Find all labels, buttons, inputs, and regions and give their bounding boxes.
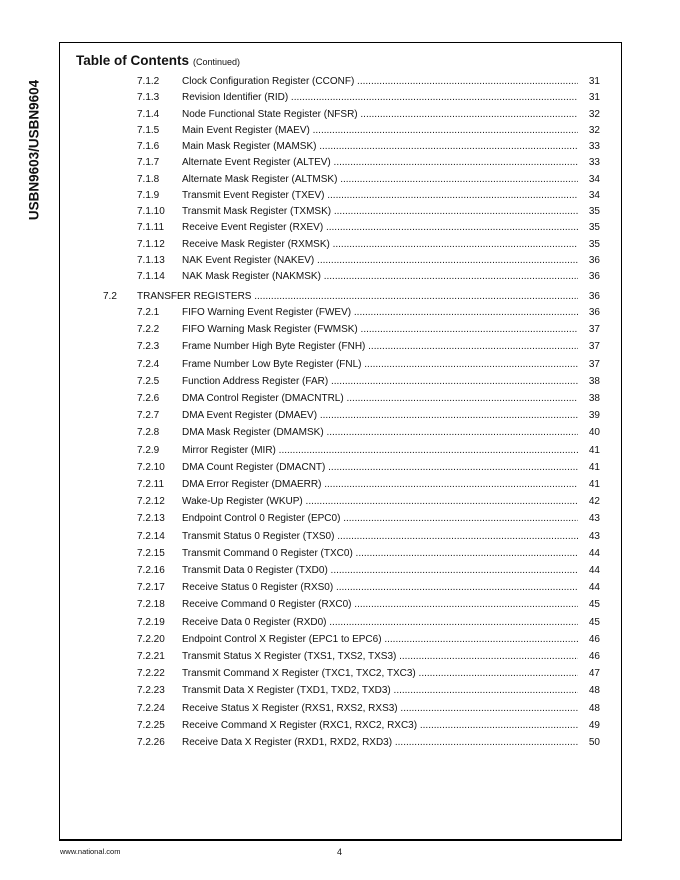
entry-page: 36: [578, 290, 600, 304]
toc-entry[interactable]: [60, 323, 610, 337]
entry-title: Transmit Mask Register (TXMSK) .....: [182, 205, 588, 219]
entry-title: DMA Control Register (DMACNTRL) .....: [182, 392, 588, 406]
entry-title: Node Functional State Register (NFSR) .....: [182, 108, 588, 122]
entry-title: Revision Identifier (RID) .....: [182, 91, 588, 105]
entry-number: 7.2.3: [137, 341, 160, 353]
toc-entry[interactable]: [60, 478, 610, 492]
entry-page: 48: [578, 684, 600, 698]
entry-number: 7.2.20: [137, 633, 165, 645]
entry-page: 48: [578, 702, 600, 716]
entry-title: Receive Mask Register (RXMSK) .....: [182, 238, 588, 252]
toc-entry[interactable]: [60, 124, 610, 138]
toc-entry[interactable]: [60, 173, 610, 187]
toc-entry[interactable]: [60, 358, 610, 372]
entry-number: 7.1.3: [137, 92, 160, 104]
entry-title: FIFO Warning Event Register (FWEV) .....: [182, 306, 588, 320]
entry-title: DMA Event Register (DMAEV) .....: [182, 409, 588, 423]
entry-title: NAK Mask Register (NAKMSK) .....: [182, 270, 588, 284]
page-number: 4: [337, 847, 343, 857]
entry-number: 7.2.4: [137, 358, 160, 370]
entry-number: 7.2.8: [137, 427, 160, 439]
entry-page: 37: [578, 358, 600, 372]
toc-entry[interactable]: [60, 736, 610, 750]
entry-page: 49: [578, 719, 600, 733]
entry-number: 7.2.25: [137, 719, 165, 731]
entry-page: 36: [578, 270, 600, 284]
toc-entry[interactable]: [60, 392, 610, 406]
entry-number: 7.1.4: [137, 108, 160, 120]
entry-page: 38: [578, 392, 600, 406]
entry-title: Receive Status X Register (RXS1, RXS2, RXS3) .....: [182, 702, 588, 716]
entry-page: 50: [578, 736, 600, 750]
entry-number: 7.2.1: [137, 307, 160, 318]
toc-entry[interactable]: [60, 189, 610, 203]
entry-page: 37: [578, 340, 600, 354]
entry-page: 41: [578, 444, 600, 458]
entry-number: 7.2.21: [137, 651, 165, 662]
toc-entry[interactable]: [60, 140, 610, 154]
entry-page: 33: [578, 156, 600, 170]
entry-page: 41: [578, 461, 600, 475]
entry-title: Transmit Status 0 Register (TXS0) .....: [182, 530, 588, 544]
entry-number: 7.2: [103, 291, 117, 302]
entry-title: Transmit Event Register (TXEV) .....: [182, 189, 588, 203]
toc-entry[interactable]: [60, 205, 610, 219]
entry-page: 43: [578, 512, 600, 526]
entry-number: 7.2.2: [137, 324, 160, 336]
entry-title: Endpoint Control 0 Register (EPC0) .....: [182, 512, 588, 526]
entry-title: Receive Command 0 Register (RXC0) .....: [182, 598, 588, 612]
entry-page: 47: [578, 667, 600, 681]
entry-page: 35: [578, 221, 600, 235]
entry-page: 32: [578, 108, 600, 122]
entry-number: 7.1.14: [137, 271, 165, 282]
entry-title: Wake-Up Register (WKUP) .....: [182, 495, 588, 509]
entry-page: 46: [578, 633, 600, 647]
entry-title: Transmit Command X Register (TXC1, TXC2, TXC3) .....: [182, 667, 588, 681]
toc-entry[interactable]: [60, 684, 610, 698]
entry-title: Clock Configuration Register (CCONF) .....: [182, 75, 588, 89]
toc-entry[interactable]: [60, 530, 610, 544]
entry-title: Alternate Mask Register (ALTMSK) .....: [182, 173, 588, 187]
entry-page: 33: [578, 140, 600, 154]
entry-title: Endpoint Control X Register (EPC1 to EPC6) .....: [182, 633, 588, 647]
entry-title: Function Address Register (FAR) .....: [182, 375, 588, 389]
entry-page: 45: [578, 598, 600, 612]
entry-page: 31: [578, 91, 600, 105]
entry-number: 7.2.9: [137, 444, 160, 456]
entry-page: 44: [578, 547, 600, 561]
toc-entry[interactable]: [60, 409, 610, 423]
toc-entry[interactable]: [60, 547, 610, 561]
entry-page: 32: [578, 124, 600, 138]
entry-title: Main Mask Register (MAMSK) .....: [182, 140, 588, 154]
entry-number: 7.1.6: [137, 141, 160, 152]
toc-entry[interactable]: [60, 426, 610, 440]
entry-page: 46: [578, 650, 600, 664]
entry-page: 39: [578, 409, 600, 423]
heading-text: Table of Contents: [76, 53, 189, 68]
toc-entry[interactable]: [60, 581, 610, 595]
side-title: [24, 40, 44, 260]
entry-number: 7.2.17: [137, 582, 165, 594]
entry-number: 7.1.11: [137, 222, 165, 234]
toc-entry[interactable]: [60, 270, 610, 284]
entry-number: 7.2.12: [137, 496, 165, 508]
entry-title: FIFO Warning Mask Register (FWMSK) .....: [182, 323, 588, 337]
entry-page: 35: [578, 238, 600, 252]
entry-page: 40: [578, 426, 600, 440]
toc-entry[interactable]: [60, 238, 610, 252]
entry-page: 34: [578, 189, 600, 203]
entry-page: 35: [578, 205, 600, 219]
toc-entry[interactable]: [60, 375, 610, 389]
entry-number: 7.2.6: [137, 393, 160, 404]
heading-note: (Continued): [193, 57, 241, 67]
entry-title: TRANSFER REGISTERS .....: [137, 290, 588, 304]
entry-page: 36: [578, 254, 600, 268]
entry-title: Main Event Register (MAEV) .....: [182, 124, 588, 138]
entry-number: 7.2.5: [137, 375, 160, 387]
toc-entry[interactable]: [60, 650, 610, 664]
toc-entry[interactable]: [60, 254, 610, 268]
entry-page: 36: [578, 306, 600, 320]
entry-title: Receive Data 0 Register (RXD0) .....: [182, 616, 588, 630]
entry-page: 44: [578, 564, 600, 578]
entry-number: 7.2.16: [137, 565, 165, 576]
entry-number: 7.2.14: [137, 530, 165, 542]
entry-number: 7.2.13: [137, 513, 165, 525]
entry-number: 7.2.23: [137, 685, 165, 697]
side-title-text: USBN9603/USBN9604: [26, 79, 42, 221]
entry-number: 7.2.15: [137, 547, 165, 559]
entry-title: Transmit Data X Register (TXD1, TXD2, TXD3) .....: [182, 684, 588, 698]
entry-page: 41: [578, 478, 600, 492]
entry-number: 7.1.12: [137, 238, 165, 250]
toc-entry[interactable]: [60, 495, 610, 509]
entry-page: 38: [578, 375, 600, 389]
entry-number: 7.1.7: [137, 157, 160, 169]
toc-entry[interactable]: [60, 633, 610, 647]
toc-entry[interactable]: [60, 91, 610, 105]
entry-title: Frame Number Low Byte Register (FNL) .....: [182, 358, 588, 372]
entry-number: 7.2.26: [137, 737, 165, 748]
toc-entry[interactable]: [60, 156, 610, 170]
toc-box: [59, 42, 622, 841]
entry-number: 7.2.24: [137, 702, 165, 714]
toc-entry[interactable]: [60, 702, 610, 716]
entry-number: 7.1.10: [137, 206, 165, 217]
entry-title: NAK Event Register (NAKEV) .....: [182, 254, 588, 268]
entry-title: Receive Data X Register (RXD1, RXD2, RXD3) .....: [182, 736, 588, 750]
toc-entry[interactable]: [60, 221, 610, 235]
toc-entry[interactable]: [60, 598, 610, 612]
footer-url[interactable]: www.national.com: [60, 847, 121, 856]
entry-title: DMA Error Register (DMAERR) .....: [182, 478, 588, 492]
entry-number: 7.2.11: [137, 479, 165, 490]
entry-number: 7.1.5: [137, 124, 160, 136]
toc-entry[interactable]: [60, 444, 610, 458]
entry-page: 43: [578, 530, 600, 544]
entry-title: Transmit Status X Register (TXS1, TXS2, TXS3) .....: [182, 650, 588, 664]
entry-number: 7.2.7: [137, 410, 160, 422]
toc-entry[interactable]: [60, 290, 610, 304]
toc-entry[interactable]: [60, 564, 610, 578]
toc-entry[interactable]: [60, 108, 610, 122]
entry-number: 7.1.13: [137, 254, 165, 266]
entry-number: 7.1.9: [137, 189, 160, 201]
entry-title: DMA Mask Register (DMAMSK) .....: [182, 426, 588, 440]
toc-entry[interactable]: [60, 616, 610, 630]
toc-entry[interactable]: [60, 719, 610, 733]
entry-title: Transmit Data 0 Register (TXD0) .....: [182, 564, 588, 578]
entry-number: 7.2.18: [137, 599, 165, 611]
entry-title: Mirror Register (MIR) .....: [182, 444, 588, 458]
entry-page: 31: [578, 75, 600, 89]
entry-title: Alternate Event Register (ALTEV) .....: [182, 156, 588, 170]
entry-title: Receive Status 0 Register (RXS0) .....: [182, 581, 588, 595]
entry-number: 7.2.10: [137, 461, 165, 473]
entry-number: 7.2.19: [137, 616, 165, 628]
entry-title: Receive Command X Register (RXC1, RXC2, RXC3) .....: [182, 719, 588, 733]
entry-number: 7.1.2: [137, 76, 160, 87]
toc-entry[interactable]: [60, 340, 610, 354]
toc-entry[interactable]: [60, 461, 610, 475]
entry-title: Receive Event Register (RXEV) .....: [182, 221, 588, 235]
entry-number: 7.2.22: [137, 668, 165, 680]
entry-page: 45: [578, 616, 600, 630]
entry-page: 34: [578, 173, 600, 187]
page-title: [76, 53, 240, 68]
toc-entry[interactable]: [60, 667, 610, 681]
entry-number: 7.1.8: [137, 173, 160, 185]
entry-page: 44: [578, 581, 600, 595]
entry-title: Frame Number High Byte Register (FNH) .....: [182, 340, 588, 354]
entry-page: 37: [578, 323, 600, 337]
entry-title: Transmit Command 0 Register (TXC0) .....: [182, 547, 588, 561]
toc-entry[interactable]: [60, 512, 610, 526]
toc-entry[interactable]: [60, 75, 610, 89]
toc-entry[interactable]: [60, 306, 610, 320]
entry-title: DMA Count Register (DMACNT) .....: [182, 461, 588, 475]
entry-page: 42: [578, 495, 600, 509]
